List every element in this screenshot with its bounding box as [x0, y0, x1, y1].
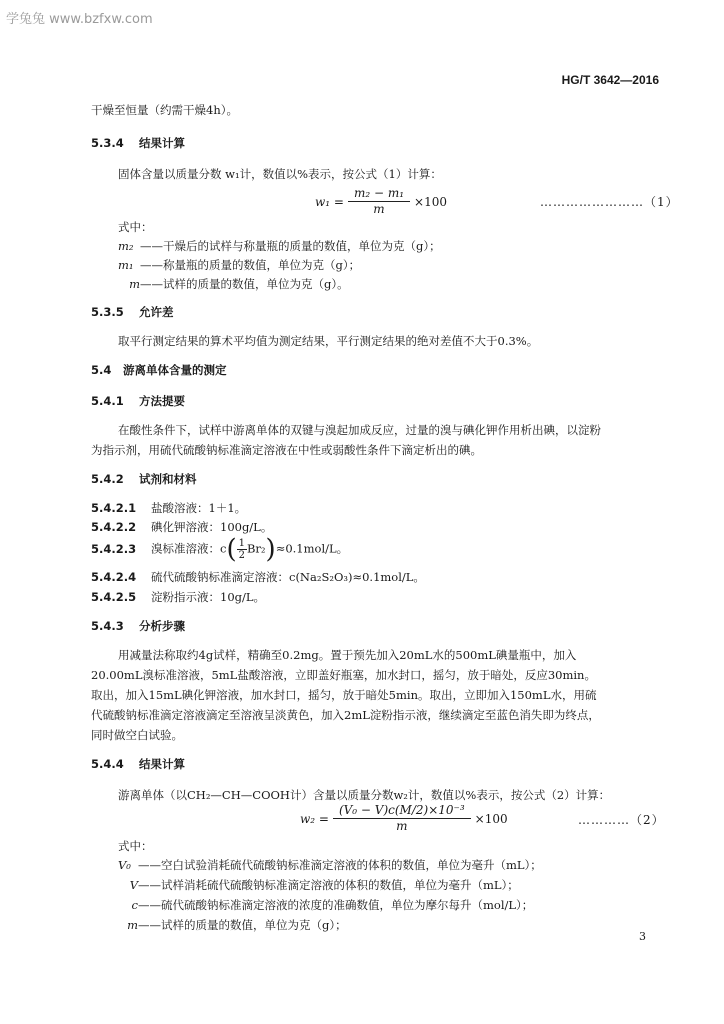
section-number: 5.3.4: [91, 136, 124, 150]
text-line: 游离单体（以CH₂—CH—COOH计）含量以质量分数w₂计，数值以%表示，按公式（2）计算：: [118, 788, 611, 802]
formula-2: [300, 803, 508, 834]
variable-description: ——试样消耗硫代硫酸钠标准滴定溶液的体积的数值，单位为毫升（mL）；: [138, 878, 519, 892]
variable-description: ——干燥后的试样与称量瓶的质量的数值，单位为克（g）；: [140, 239, 441, 253]
section-heading-5-4-4: [91, 755, 185, 773]
watermark: 学兔兔 www.bzfxw.com: [6, 12, 153, 27]
text-line: 代硫酸钠标准滴定溶液滴定至溶液呈淡黄色，加入2mL淀粉指示液，继续滴定至蓝色消失即为终点，: [91, 708, 600, 722]
fraction-numerator: m₂ − m₁: [348, 186, 410, 202]
item-text: ≈0.1mol/L。: [275, 541, 349, 556]
fraction-numerator: (V₀ − V)c(M/2)×10⁻³: [333, 803, 471, 819]
paren-right: ): [265, 534, 276, 565]
section-title: 结果计算: [139, 757, 185, 771]
text-line: 在酸性条件下，试样中游离单体的双键与溴起加成反应，过量的溴与碘化钾作用析出碘，以淀粉: [118, 423, 601, 437]
item-number: 5.4.2.2: [91, 520, 137, 534]
standard-code-header: HG/T 3642—2016: [561, 73, 659, 87]
section-title: 游离单体含量的测定: [123, 363, 227, 377]
reagent-item: [91, 499, 246, 517]
where-label: 式中：: [118, 220, 153, 234]
variable-symbol: c: [131, 898, 138, 912]
item-number: 5.4.2.5: [91, 590, 137, 604]
section-title: 分析步骤: [139, 619, 185, 633]
variable-symbol: V: [129, 878, 138, 892]
section-title: 结果计算: [139, 136, 185, 150]
text-line: 取平行测定结果的算术平均值为测定结果，平行测定结果的绝对差值不大于0.3%。: [118, 334, 539, 348]
variable-symbol: m: [127, 918, 138, 932]
where-label: 式中：: [118, 839, 153, 853]
formula-number-1: ……………………（1）: [540, 195, 679, 209]
item-number: 5.4.2.1: [91, 501, 137, 515]
item-number: 5.4.2.4: [91, 570, 137, 584]
section-heading-5-4-2: [91, 470, 197, 488]
text-line: 用减量法称取约4g试样，精确至0.2mg。置于预先加入20mL水的500mL碘量瓶中，加入: [118, 648, 577, 662]
section-number: 5.4.2: [91, 472, 124, 486]
variable-definition: [118, 237, 441, 255]
formula-tail: ×100: [474, 811, 508, 826]
variable-definition: [118, 256, 360, 274]
formula-fraction: [333, 803, 471, 834]
reagent-item: [91, 588, 265, 606]
reagent-item: [91, 534, 349, 565]
section-title: 允许差: [139, 305, 174, 319]
formula-lhs: w₁ =: [315, 194, 344, 209]
section-number: 5.4.1: [91, 394, 124, 408]
fraction-denominator: 2: [238, 550, 245, 561]
variable-definition: [118, 876, 519, 894]
fraction-denominator: m: [373, 202, 385, 216]
reagent-item: [91, 568, 425, 586]
section-heading-5-4-3: [91, 617, 185, 635]
formula-lhs: w₂ =: [300, 811, 329, 826]
variable-description: ——空白试验消耗硫代硫酸钠标准滴定溶液的体积的数值，单位为毫升（mL）；: [138, 858, 542, 872]
formula-fraction: [348, 186, 410, 217]
item-number: 5.4.2.3: [91, 541, 137, 556]
formula-1: [315, 186, 447, 217]
variable-symbol: m₁: [118, 258, 134, 272]
section-heading-5-4: [91, 361, 227, 379]
variable-symbol: m: [129, 277, 140, 291]
chemical-formula: Br₂: [246, 541, 266, 556]
section-heading-5-3-5: [91, 303, 174, 321]
formula-number-2: …………（2）: [578, 813, 665, 827]
inline-fraction: [237, 538, 247, 561]
variable-symbol: V₀: [118, 858, 131, 872]
text-line: 同时做空白试验。: [91, 728, 183, 742]
section-heading-5-3-4: [91, 134, 185, 152]
item-text: 硫代硫酸钠标准滴定溶液：c(Na₂S₂O₃)≈0.1mol/L。: [151, 570, 425, 584]
paren-left: (: [226, 534, 237, 565]
page-number: 3: [639, 930, 646, 943]
item-text: 淀粉指示液：10g/L。: [151, 590, 266, 604]
variable-description: ——称量瓶的质量的数值，单位为克（g）；: [140, 258, 361, 272]
section-title: 方法提要: [139, 394, 185, 408]
text-line: 20.00mL溴标准溶液，5mL盐酸溶液，立即盖好瓶塞，加水封口，摇匀，放于暗处，反应30min。: [91, 668, 596, 682]
section-heading-5-4-1: [91, 392, 185, 410]
section-number: 5.4.3: [91, 619, 124, 633]
variable-description: ——硫代硫酸钠标准滴定溶液的浓度的准确数值，单位为摩尔每升（mol/L）；: [138, 898, 534, 912]
variable-definition: [118, 275, 349, 293]
item-text: 碘化钾溶液：100g/L。: [151, 520, 273, 534]
variable-definition: [118, 896, 533, 914]
variable-description: ——试样的质量的数值，单位为克（g）。: [140, 277, 349, 291]
formula-tail: ×100: [414, 194, 447, 209]
section-number: 5.3.5: [91, 305, 124, 319]
section-number: 5.4.4: [91, 757, 124, 771]
variable-definition: [118, 856, 542, 874]
item-text: 盐酸溶液：1＋1。: [151, 501, 247, 515]
variable-definition: [118, 916, 347, 934]
fraction-numerator: 1: [238, 538, 245, 549]
text-line: 取出，加入15mL碘化钾溶液，加水封口，摇匀，放于暗处5min。取出，立即加入150mL水，用硫: [91, 688, 597, 702]
variable-symbol: m₂: [118, 239, 134, 253]
item-text: 溴标准溶液：c: [151, 541, 227, 556]
section-number: 5.4: [91, 363, 112, 377]
fraction-denominator: m: [396, 819, 408, 833]
text-line: 干燥至恒量（约需干燥4h）。: [91, 103, 238, 117]
text-line: 固体含量以质量分数 w₁计，数值以%表示，按公式（1）计算：: [118, 167, 442, 181]
text-line: 为指示剂，用硫代硫酸钠标准滴定溶液在中性或弱酸性条件下滴定析出的碘。: [91, 443, 482, 457]
reagent-item: [91, 518, 272, 536]
variable-description: ——试样的质量的数值，单位为克（g）；: [138, 918, 347, 932]
section-title: 试剂和材料: [139, 472, 197, 486]
